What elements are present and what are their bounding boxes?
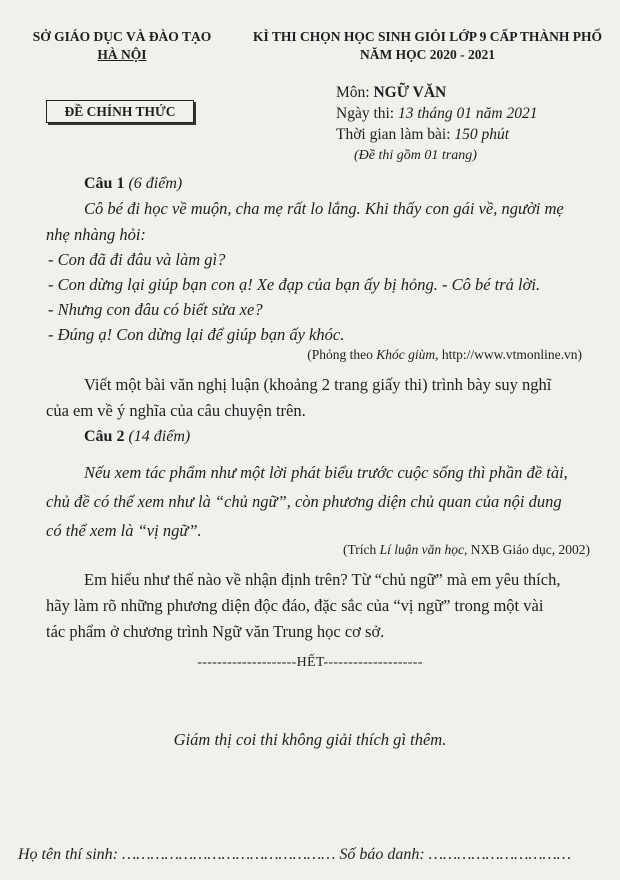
question-2-heading: [84, 428, 190, 446]
candidate-number-blank: …………………………: [424, 846, 571, 863]
candidate-name-label: Họ tên thí sinh:: [18, 846, 118, 863]
question-2-task-line-1: Em hiểu như thế nào về nhận định trên? Từ “chủ ngữ” mà em yêu thích,: [84, 570, 561, 589]
question-2-source-title: Lí luận văn học: [379, 542, 465, 557]
exam-name: KÌ THI CHỌN HỌC SINH GIỎI LỚP 9 CẤP THÀNH PHỐ: [252, 29, 603, 44]
question-2-title: Câu 2: [84, 428, 125, 445]
question-2-quote-line-2: chủ đề có thể xem như là “chủ ngữ”, còn phương diện chủ quan của nội dung: [46, 492, 562, 511]
candidate-number-label: Số báo danh:: [339, 846, 425, 863]
proctor-note: Giám thị coi thi không giải thích gì thêm.: [173, 730, 447, 749]
question-1-points: (6 điểm): [128, 175, 183, 192]
question-2-quote-line-3: có thể xem là “vị ngữ”.: [46, 521, 202, 540]
question-1-dialogue-1: - Con đã đi đâu và làm gì?: [48, 250, 226, 269]
question-1-task-line-1: Viết một bài văn nghị luận (khoảng 2 trang giấy thi) trình bày suy nghĩ: [84, 375, 552, 394]
exam-info: [336, 82, 538, 166]
question-2-source: (Trích Lí luận văn học, NXB Giáo dục, 2002): [343, 542, 590, 557]
school-year: NĂM HỌC 2020 - 2021: [360, 47, 495, 62]
question-1-title: Câu 1: [84, 175, 125, 192]
date-line: Ngày thi: 13 tháng 01 năm 2021: [336, 105, 538, 122]
time-line: Thời gian làm bài: 150 phút: [336, 126, 510, 143]
pages-note: (Đề thi gồm 01 trang): [354, 148, 477, 163]
department-header: [22, 28, 222, 64]
question-1-story-line-1: Cô bé đi học về muộn, cha mẹ rất lo lắng. Khi thấy con gái về, người mẹ: [84, 199, 564, 218]
question-2-task-line-2: hãy làm rõ những phương diện độc đáo, đặc sắc của “vị ngữ” trong một vài: [46, 596, 544, 615]
question-2-task-line-3: tác phẩm ở chương trình Ngữ văn Trung học cơ sở.: [46, 622, 385, 641]
question-1-task-line-2: của em về ý nghĩa của câu chuyện trên.: [46, 401, 306, 420]
official-exam-badge: ĐỀ CHÍNH THỨC: [46, 100, 194, 123]
candidate-info-line: [18, 846, 613, 864]
question-1-story-line-2: nhẹ nhàng hỏi:: [46, 225, 146, 244]
candidate-name-blank: ………………………………………: [118, 846, 340, 863]
question-2-points: (14 điểm): [128, 428, 191, 445]
date-value: 13 tháng 01 năm 2021: [398, 105, 538, 122]
end-marker: --------------------HẾT--------------------: [197, 655, 423, 670]
department-city: HÀ NỘI: [97, 47, 147, 62]
department-name: SỞ GIÁO DỤC VÀ ĐÀO TẠO: [32, 29, 212, 44]
exam-header: [250, 28, 605, 64]
question-1-dialogue-4: - Đúng ạ! Con dừng lại để giúp bạn ấy khóc.: [48, 325, 345, 344]
subject-value: NGỮ VĂN: [373, 84, 447, 101]
subject-line: Môn: NGỮ VĂN: [336, 84, 447, 101]
question-1-heading: [84, 175, 182, 193]
question-1-dialogue-3: - Nhưng con đâu có biết sửa xe?: [48, 300, 263, 319]
question-2-quote-line-1: Nếu xem tác phẩm như một lời phát biểu trước cuộc sống thì phần đề tài,: [84, 463, 568, 482]
question-1-dialogue-2: - Con dừng lại giúp bạn con ạ! Xe đạp của bạn ấy bị hỏng. - Cô bé trả lời.: [48, 275, 541, 294]
time-value: 150 phút: [454, 126, 510, 143]
question-1-source-title: Khóc giùm: [376, 347, 436, 362]
question-1-source: (Phỏng theo Khóc giùm, http://www.vtmonline.vn): [307, 347, 582, 362]
